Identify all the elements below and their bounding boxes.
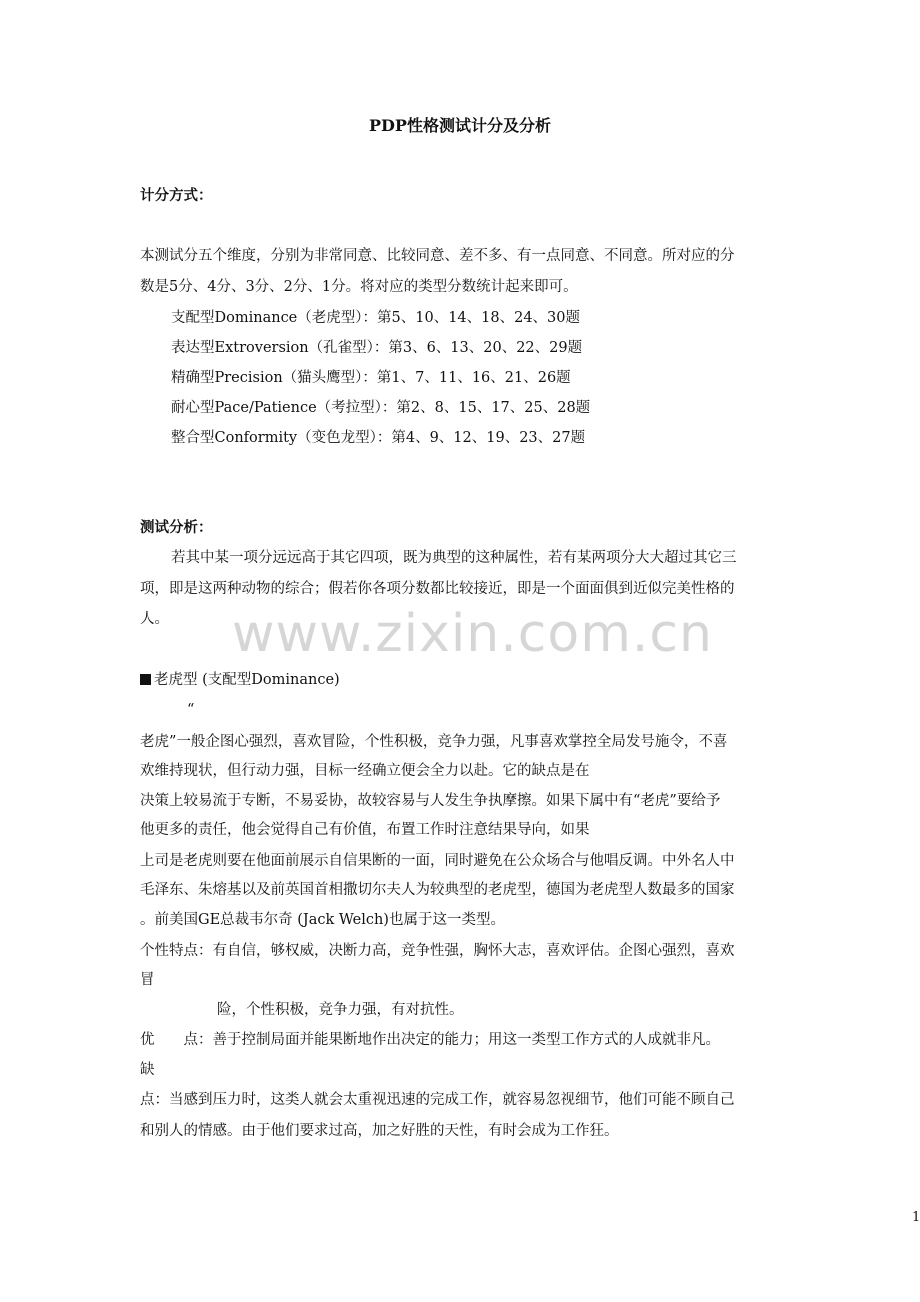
- traits-line-3: 险，个性积极，竞争力强，有对抗性。: [217, 1002, 464, 1018]
- type-precision: 精确型Precision（猫头鹰型）：第1、7、11、16、21、26题: [171, 370, 571, 386]
- tiger-line-2: 欢维持现状，但行动力强，目标一经确立便会全力以赴。它的缺点是在: [140, 763, 590, 779]
- analysis-line-2: 项，即是这两种动物的综合；假若你各项分数都比较接近，即是一个面面俱到近似完美性格的: [140, 581, 735, 597]
- scoring-intro-line-2: 数是5分、4分、3分、2分、1分。将对应的类型分数统计起来即可。: [140, 279, 578, 295]
- type-dominance: 支配型Dominance（老虎型）：第5、10、14、18、24、30题: [171, 310, 580, 326]
- weakness-line-2: 点：当感到压力时，这类人就会太重视迅速的完成工作，就容易忽视细节，他们可能不顾自己: [140, 1092, 735, 1108]
- scoring-heading: 计分方式：: [140, 187, 213, 204]
- tiger-heading-text: 老虎型 (支配型Dominance): [154, 672, 340, 688]
- tiger-line-3: 决策上较易流于专断，不易妥协，故较容易与人发生争执摩擦。如果下属中有“老虎”要给予: [140, 793, 721, 809]
- analysis-line-1: 若其中某一项分远远高于其它四项，既为典型的这种属性，若有某两项分大大超过其它三: [171, 550, 737, 566]
- square-bullet-icon: [140, 674, 151, 685]
- type-conformity: 整合型Conformity（变色龙型）：第4、9、12、19、23、27题: [171, 430, 586, 446]
- analysis-heading: 测试分析：: [140, 519, 213, 536]
- tiger-line-4: 他更多的责任，他会觉得自己有价值，布置工作时注意结果导向，如果: [140, 822, 590, 838]
- traits-line-2: 冒: [140, 972, 155, 988]
- weakness-line-3: 和别人的情感。由于他们要求过高，加之好胜的天性，有时会成为工作狂。: [140, 1123, 619, 1139]
- page-number: 1: [912, 1210, 920, 1225]
- tiger-line-1: 老虎”一般企图心强烈，喜欢冒险，个性积极，竞争力强，凡事喜欢掌控全局发号施令，不喜: [140, 734, 728, 750]
- watermark: www.zixin.com.cn: [232, 604, 713, 664]
- quote-mark: “: [187, 702, 195, 718]
- page-title: PDP性格测试计分及分析: [369, 116, 551, 135]
- type-extroversion: 表达型Extroversion（孔雀型）：第3、6、13、20、22、29题: [171, 340, 583, 356]
- tiger-line-7: 。前美国GE总裁韦尔奇 (Jack Welch)也属于这一类型。: [140, 912, 505, 928]
- traits-line-1: 个性特点：有自信，够权威，决断力高，竞争性强，胸怀大志，喜欢评估。企图心强烈，喜欢: [140, 943, 735, 959]
- tiger-line-5: 上司是老虎则要在他面前展示自信果断的一面，同时避免在公众场合与他唱反调。中外名人中: [140, 853, 735, 869]
- analysis-line-3: 人。: [140, 611, 169, 627]
- tiger-heading: [140, 670, 340, 690]
- type-patience: 耐心型Pace/Patience（考拉型）：第2、8、15、17、25、28题: [171, 400, 591, 416]
- strengths-line: 优 点：善于控制局面并能果断地作出决定的能力；用这一类型工作方式的人成就非凡。: [140, 1032, 720, 1048]
- scoring-intro-line-1: 本测试分五个维度，分别为非常同意、比较同意、差不多、有一点同意、不同意。所对应的分: [140, 248, 735, 264]
- weakness-line-1: 缺: [140, 1062, 155, 1078]
- tiger-line-6: 毛泽东、朱熔基以及前英国首相撒切尔夫人为较典型的老虎型，德国为老虎型人数最多的国家: [140, 882, 735, 898]
